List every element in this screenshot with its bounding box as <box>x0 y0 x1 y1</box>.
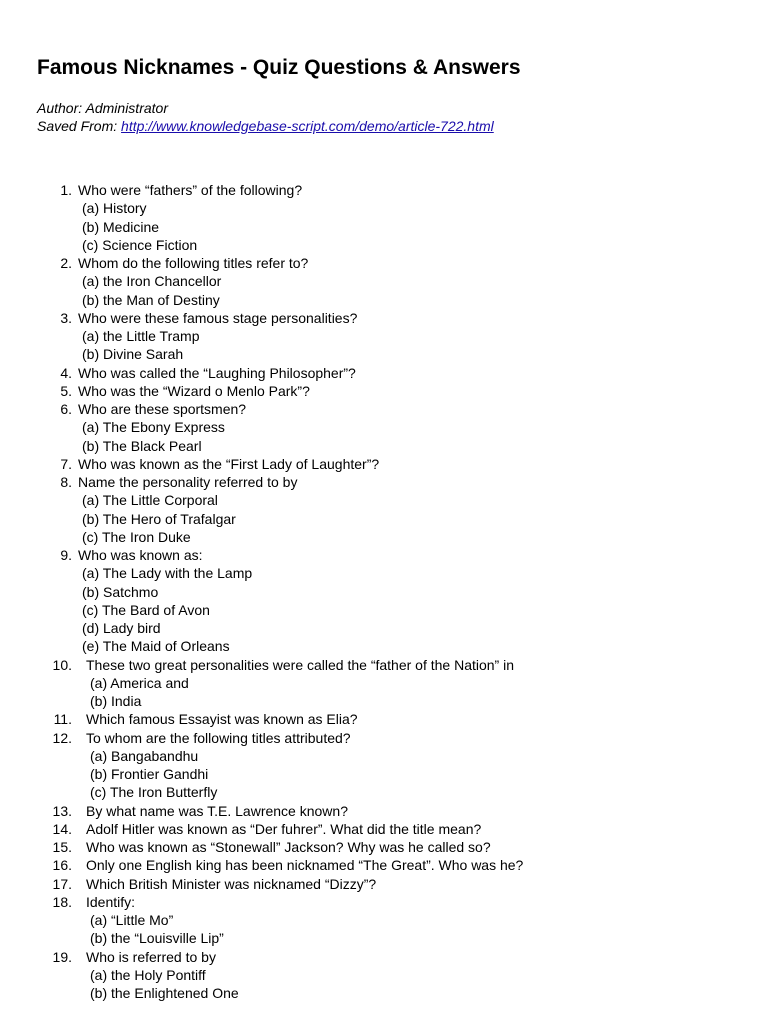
question-number: 18. <box>52 893 72 910</box>
question-text: Name the personality referred to by <box>78 474 298 490</box>
question-number: 11. <box>53 711 72 728</box>
answer-option <box>0 583 768 601</box>
answer-option-text: (a) “Little Mo” <box>90 912 174 928</box>
question-row <box>0 710 768 728</box>
answer-option-text: (b) Frontier Gandhi <box>90 766 209 782</box>
question-item <box>0 838 768 856</box>
answer-option <box>0 510 768 528</box>
question-number: 6. <box>60 401 72 417</box>
answer-option <box>0 783 768 801</box>
question-item <box>0 181 768 254</box>
question-item <box>0 546 768 656</box>
question-row <box>0 856 768 874</box>
question-item <box>0 710 768 728</box>
question-row <box>0 181 768 199</box>
answer-option <box>0 272 768 290</box>
question-text: These two great personalities were called the “father of the Nation” in <box>86 656 515 673</box>
question-item <box>0 893 768 948</box>
answer-option-text: (e) The Maid of Orleans <box>82 638 230 655</box>
question-text: Who was the “Wizard o Menlo Park”? <box>78 382 310 399</box>
answer-option <box>0 692 768 710</box>
question-text: Who was known as the “First Lady of Laughter”? <box>78 455 380 472</box>
answer-option-text: (a) The Lady with the Lamp <box>82 565 253 582</box>
answer-option <box>0 418 768 436</box>
answer-option-text: (a) The Little Corporal <box>82 492 218 509</box>
answer-option <box>0 637 768 655</box>
answer-option-text: (c) The Bard of Avon <box>82 601 210 618</box>
answer-option <box>0 528 768 546</box>
question-number: 7. <box>60 455 72 472</box>
question-row <box>0 802 768 820</box>
question-row <box>0 364 768 382</box>
question-item <box>0 948 768 1003</box>
question-row <box>0 820 768 838</box>
question-item <box>0 656 768 711</box>
answer-option <box>0 911 768 929</box>
answer-option <box>0 236 768 254</box>
question-text: Who is referred to by <box>86 948 216 965</box>
saved-from-line <box>37 117 494 135</box>
answer-option <box>0 327 768 345</box>
answer-option-text: (a) America and <box>90 674 189 691</box>
answer-option-text: (b) the “Louisville Lip” <box>90 930 224 947</box>
answer-option <box>0 984 768 1002</box>
answer-option-text: (a) History <box>82 200 147 217</box>
answer-option <box>0 345 768 363</box>
question-number: 12. <box>52 729 72 746</box>
question-text: Who was known as: <box>78 547 203 563</box>
question-text: Who were these famous stage personalities? <box>78 309 358 326</box>
answer-option-text: (a) Bangabandhu <box>90 747 199 764</box>
question-row <box>0 729 768 747</box>
question-number: 5. <box>60 382 72 399</box>
question-row <box>0 382 768 400</box>
question-row <box>0 473 768 491</box>
question-item <box>0 856 768 874</box>
question-row <box>0 656 768 674</box>
question-number: 9. <box>60 547 72 563</box>
answer-option <box>0 966 768 984</box>
question-item <box>0 364 768 382</box>
question-item <box>0 820 768 838</box>
question-text: To whom are the following titles attributed? <box>86 729 351 746</box>
answer-option <box>0 601 768 619</box>
question-item <box>0 473 768 546</box>
question-item <box>0 400 768 455</box>
answer-option <box>0 491 768 509</box>
answer-option-text: (b) Satchmo <box>82 583 159 600</box>
answer-option <box>0 929 768 947</box>
question-text: Identify: <box>86 893 136 910</box>
answer-option-text: (c) The Iron Duke <box>82 528 191 545</box>
question-item <box>0 309 768 364</box>
answer-option <box>0 291 768 309</box>
question-number: 14. <box>52 820 72 837</box>
article-meta <box>37 99 494 135</box>
answer-option <box>0 437 768 455</box>
author-line: Author: Administrator <box>37 100 168 116</box>
question-row <box>0 309 768 327</box>
question-row <box>0 948 768 966</box>
answer-option-text: (a) The Ebony Express <box>82 419 225 436</box>
answer-option-text: (c) Science Fiction <box>82 236 198 253</box>
question-text: Only one English king has been nicknamed “The Great”. Who was he? <box>86 857 524 874</box>
question-text: Which British Minister was nicknamed “Dizzy”? <box>86 875 377 892</box>
answer-option-text: (b) The Black Pearl <box>82 437 202 454</box>
answer-option-text: (a) the Holy Pontiff <box>90 966 206 983</box>
answer-option-text: (d) Lady bird <box>82 620 161 636</box>
question-row <box>0 400 768 418</box>
question-text: Who was called the “Laughing Philosopher”? <box>78 364 356 381</box>
answer-option-text: (a) the Iron Chancellor <box>82 273 222 290</box>
answer-option-text: (b) Divine Sarah <box>82 346 184 363</box>
question-number: 10. <box>52 656 72 673</box>
answer-option-text: (b) The Hero of Trafalgar <box>82 510 236 527</box>
question-text: By what name was T.E. Lawrence known? <box>86 802 348 819</box>
question-text: Which famous Essayist was known as Elia? <box>86 711 358 728</box>
question-row <box>0 875 768 893</box>
question-row <box>0 254 768 272</box>
answer-option-text: (b) Medicine <box>82 218 160 235</box>
question-number: 16. <box>52 857 72 874</box>
question-item <box>0 382 768 400</box>
question-item <box>0 729 768 802</box>
answer-option-text: (a) the Little Tramp <box>82 328 200 344</box>
question-item <box>0 802 768 820</box>
question-row <box>0 546 768 564</box>
answer-option-text: (c) The Iron Butterfly <box>90 784 218 801</box>
question-number: 13. <box>52 802 72 819</box>
question-number: 1. <box>60 182 72 198</box>
answer-option-text: (b) the Man of Destiny <box>82 291 220 308</box>
question-text: Who were “fathers” of the following? <box>78 182 303 198</box>
question-number: 2. <box>60 255 72 271</box>
answer-option <box>0 765 768 783</box>
answer-option <box>0 218 768 236</box>
answer-option <box>0 674 768 692</box>
answer-option <box>0 619 768 637</box>
question-number: 8. <box>60 474 72 490</box>
question-list <box>0 181 768 1002</box>
answer-option-text: (b) India <box>90 693 142 709</box>
answer-option <box>0 747 768 765</box>
question-text: Who are these sportsmen? <box>78 401 247 417</box>
question-item <box>0 254 768 309</box>
question-number: 15. <box>52 839 72 855</box>
answer-option <box>0 564 768 582</box>
question-item <box>0 455 768 473</box>
question-row <box>0 455 768 473</box>
question-number: 4. <box>60 364 72 381</box>
saved-from-label: Saved From: <box>37 118 122 134</box>
question-text: Whom do the following titles refer to? <box>78 255 309 271</box>
question-item <box>0 875 768 893</box>
answer-option-text: (b) the Enlightened One <box>90 985 239 1001</box>
answer-option <box>0 199 768 217</box>
question-row <box>0 893 768 911</box>
page-title: Famous Nicknames - Quiz Questions & Answers <box>37 56 521 79</box>
source-link[interactable]: http://www.knowledgebase-script.com/demo/article-722.html <box>121 118 494 134</box>
question-row <box>0 838 768 856</box>
question-text: Adolf Hitler was known as “Der fuhrer”. What did the title mean? <box>86 820 482 837</box>
question-number: 3. <box>60 309 72 326</box>
question-number: 19. <box>52 948 72 965</box>
question-number: 17. <box>52 875 72 892</box>
question-text: Who was known as “Stonewall” Jackson? Why was he called so? <box>86 839 491 855</box>
